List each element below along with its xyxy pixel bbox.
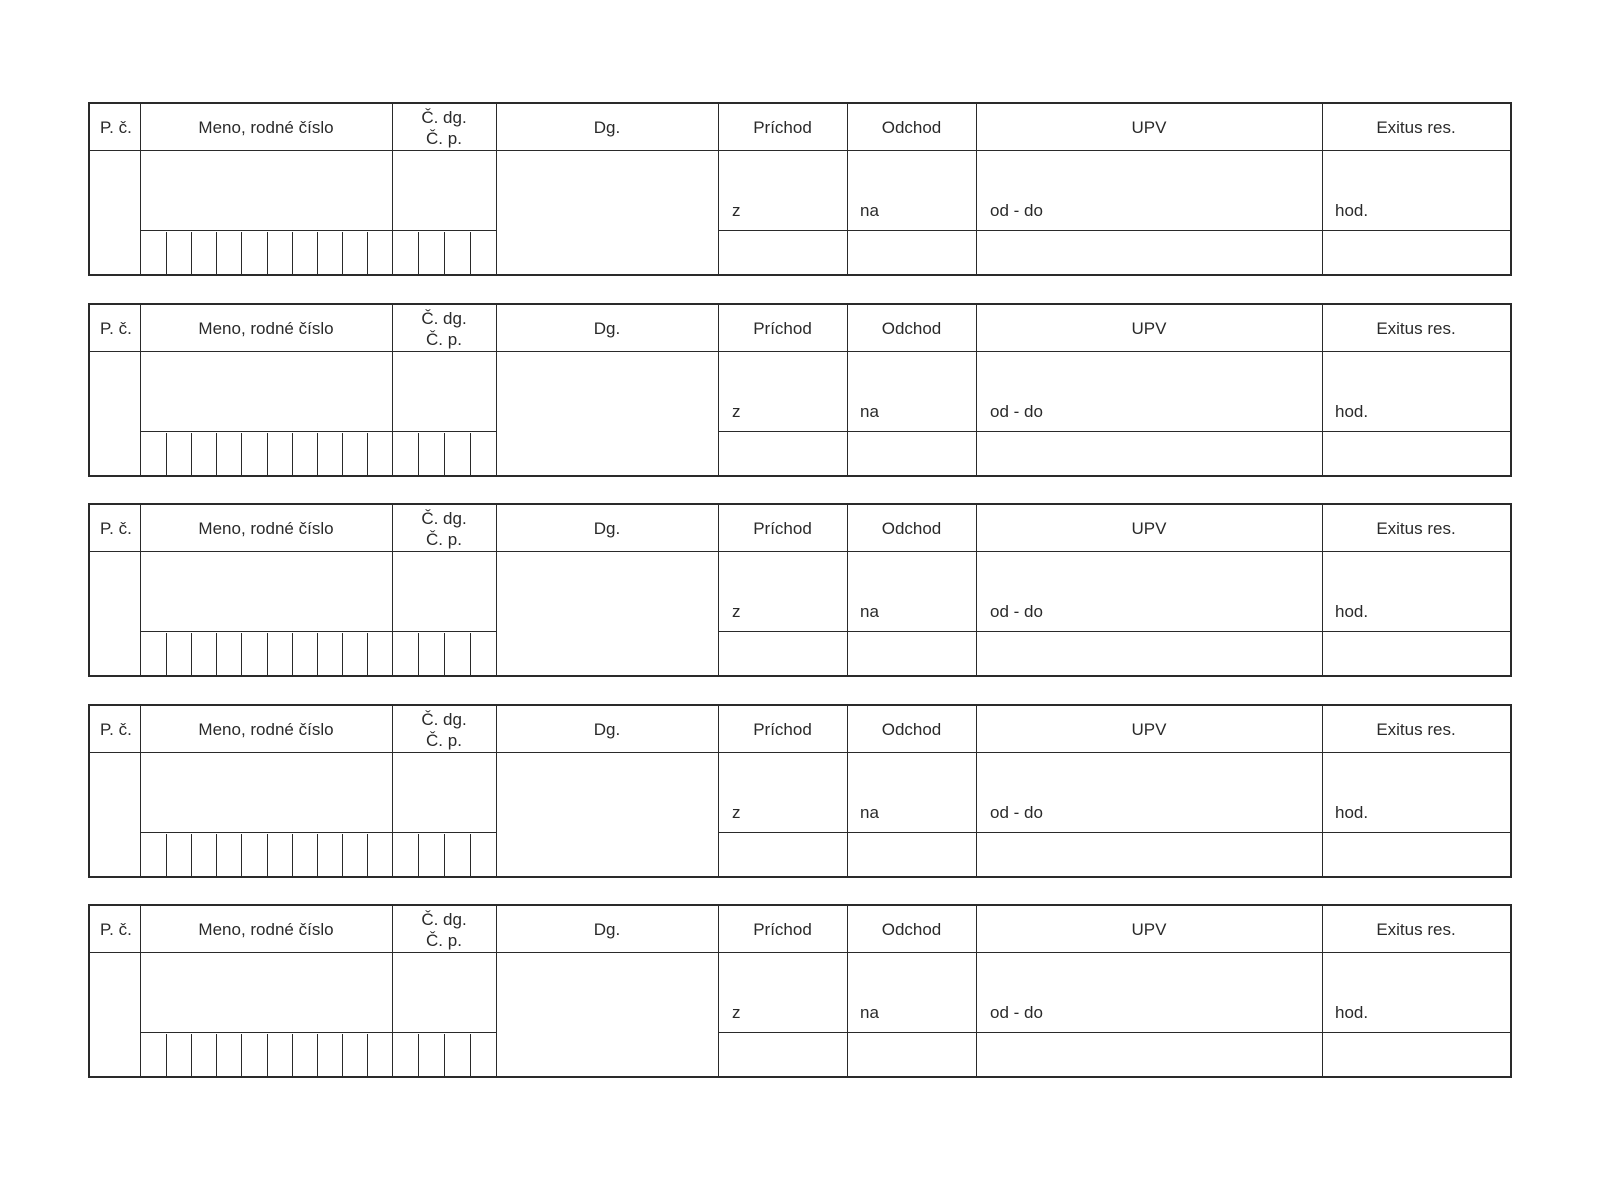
header-diagnosis: [496, 906, 718, 954]
record-block-1: [88, 102, 1512, 276]
header-upv: [976, 505, 1322, 553]
time-row-divider: [718, 1032, 1510, 1033]
header-exitus: [1322, 104, 1510, 152]
header-dg-number: [392, 104, 496, 152]
digit-box-line: [216, 433, 217, 475]
header-pc-label: P. č.: [100, 118, 132, 137]
digit-box-line: [191, 1034, 192, 1076]
header-departure-label: Odchod: [881, 519, 942, 538]
departure-to-label: na: [860, 402, 879, 421]
time-row-divider: [718, 832, 1510, 833]
header-exitus: [1322, 706, 1510, 754]
header-departure: [847, 104, 976, 152]
name-box-divider: [141, 431, 496, 432]
departure-to-label: na: [860, 201, 879, 220]
header-page-number-label: Č. p.: [426, 931, 462, 950]
departure-to-label: na: [860, 602, 879, 621]
header-dg-number-label: Č. dg.: [421, 509, 467, 528]
header-pc: [90, 104, 140, 152]
header-diagnosis: [496, 305, 718, 353]
header-diagnosis-label: Dg.: [593, 519, 621, 538]
exitus-hour-label: hod.: [1335, 201, 1369, 220]
header-upv-label: UPV: [1131, 118, 1167, 137]
digit-box-line: [267, 834, 268, 876]
time-row-divider: [718, 230, 1510, 231]
arrival-from-label: z: [732, 1003, 741, 1022]
header-page-number-label: Č. p.: [426, 129, 462, 148]
digit-box-line: [317, 834, 318, 876]
digit-box-line: [292, 433, 293, 475]
header-dg-number-label: Č. dg.: [421, 108, 467, 127]
digit-box-line: [241, 433, 242, 475]
digit-box-line: [444, 1034, 445, 1076]
header-departure-label: Odchod: [881, 920, 942, 939]
digit-box-line: [267, 232, 268, 274]
digit-box-line: [444, 633, 445, 675]
digit-box-line: [470, 633, 471, 675]
header-dg-number-label: Č. dg.: [421, 710, 467, 729]
header-page-number-label: Č. p.: [426, 731, 462, 750]
header-arrival: [718, 505, 847, 553]
time-row-divider: [718, 631, 1510, 632]
digit-box-line: [166, 834, 167, 876]
header-exitus: [1322, 305, 1510, 353]
exitus-hour-label: hod.: [1335, 803, 1369, 822]
header-departure: [847, 305, 976, 353]
header-pc: [90, 906, 140, 954]
digit-box-line: [216, 232, 217, 274]
header-diagnosis: [496, 505, 718, 553]
digit-box-line: [367, 232, 368, 274]
digit-box-line: [166, 232, 167, 274]
header-upv: [976, 706, 1322, 754]
header-diagnosis-label: Dg.: [593, 920, 621, 939]
header-diagnosis-label: Dg.: [593, 319, 621, 338]
digit-box-line: [241, 633, 242, 675]
header-arrival: [718, 305, 847, 353]
name-box-divider: [141, 832, 496, 833]
digit-box-line: [166, 433, 167, 475]
header-dg-number: [392, 906, 496, 954]
header-pc: [90, 706, 140, 754]
digit-box-line: [216, 1034, 217, 1076]
header-arrival-label: Príchod: [753, 319, 812, 338]
digit-box-line: [444, 232, 445, 274]
digit-box-line: [470, 834, 471, 876]
digit-box-line: [418, 633, 419, 675]
digit-box-line: [342, 1034, 343, 1076]
name-box-divider: [141, 1032, 496, 1033]
header-arrival-label: Príchod: [753, 920, 812, 939]
digit-box-line: [470, 232, 471, 274]
header-page-number-label: Č. p.: [426, 330, 462, 349]
digit-box-line: [267, 433, 268, 475]
header-upv: [976, 104, 1322, 152]
header-arrival-label: Príchod: [753, 118, 812, 137]
arrival-from-label: z: [732, 602, 741, 621]
header-upv: [976, 305, 1322, 353]
digit-box-line: [292, 834, 293, 876]
name-box-divider: [141, 230, 496, 231]
header-upv-label: UPV: [1131, 319, 1167, 338]
digit-box-line: [191, 232, 192, 274]
header-dg-number-label: Č. dg.: [421, 910, 467, 929]
record-block-2: [88, 303, 1512, 477]
exitus-hour-label: hod.: [1335, 602, 1369, 621]
record-block-3: [88, 503, 1512, 677]
header-exitus: [1322, 906, 1510, 954]
digit-box-line: [191, 633, 192, 675]
header-name: [140, 706, 392, 754]
digit-box-line: [444, 433, 445, 475]
upv-range-label: od - do: [990, 602, 1043, 621]
digit-box-line: [342, 633, 343, 675]
header-pc: [90, 305, 140, 353]
upv-range-label: od - do: [990, 803, 1043, 822]
digit-box-line: [418, 232, 419, 274]
header-departure: [847, 906, 976, 954]
header-pc-label: P. č.: [100, 720, 132, 739]
header-diagnosis: [496, 104, 718, 152]
digit-box-line: [367, 834, 368, 876]
digit-box-line: [367, 633, 368, 675]
digit-box-line: [216, 834, 217, 876]
header-diagnosis: [496, 706, 718, 754]
time-row-divider: [718, 431, 1510, 432]
upv-range-label: od - do: [990, 1003, 1043, 1022]
digit-box-line: [418, 834, 419, 876]
digit-box-line: [367, 1034, 368, 1076]
digit-box-line: [292, 232, 293, 274]
exitus-hour-label: hod.: [1335, 1003, 1369, 1022]
header-upv-label: UPV: [1131, 519, 1167, 538]
header-departure-label: Odchod: [881, 118, 942, 137]
digit-box-line: [292, 1034, 293, 1076]
header-name: [140, 505, 392, 553]
header-name-label: Meno, rodné číslo: [198, 118, 334, 137]
digit-box-line: [418, 1034, 419, 1076]
header-arrival: [718, 104, 847, 152]
digit-box-line: [216, 633, 217, 675]
header-pc-label: P. č.: [100, 519, 132, 538]
digit-box-line: [241, 1034, 242, 1076]
header-departure-label: Odchod: [881, 720, 942, 739]
digit-box-line: [267, 633, 268, 675]
digit-box-line: [166, 1034, 167, 1076]
header-dg-number: [392, 505, 496, 553]
digit-box-line: [317, 633, 318, 675]
header-pc: [90, 505, 140, 553]
digit-box-line: [367, 433, 368, 475]
header-departure: [847, 505, 976, 553]
header-upv-label: UPV: [1131, 720, 1167, 739]
digit-box-line: [418, 433, 419, 475]
header-departure-label: Odchod: [881, 319, 942, 338]
name-box-divider: [141, 631, 496, 632]
header-dg-number-label: Č. dg.: [421, 309, 467, 328]
header-diagnosis-label: Dg.: [593, 118, 621, 137]
header-arrival-label: Príchod: [753, 519, 812, 538]
header-name-label: Meno, rodné číslo: [198, 319, 334, 338]
header-name: [140, 305, 392, 353]
digit-box-line: [317, 1034, 318, 1076]
header-exitus-label: Exitus res.: [1376, 519, 1456, 538]
departure-to-label: na: [860, 1003, 879, 1022]
header-departure: [847, 706, 976, 754]
arrival-from-label: z: [732, 803, 741, 822]
digit-box-line: [241, 232, 242, 274]
header-exitus-label: Exitus res.: [1376, 319, 1456, 338]
record-block-4: [88, 704, 1512, 878]
upv-range-label: od - do: [990, 402, 1043, 421]
header-exitus-label: Exitus res.: [1376, 920, 1456, 939]
digit-box-line: [317, 232, 318, 274]
digit-box-line: [267, 1034, 268, 1076]
header-upv-label: UPV: [1131, 920, 1167, 939]
header-name-label: Meno, rodné číslo: [198, 720, 334, 739]
header-name-label: Meno, rodné číslo: [198, 519, 334, 538]
header-dg-number: [392, 305, 496, 353]
digit-box-line: [241, 834, 242, 876]
record-block-5: [88, 904, 1512, 1078]
digit-box-line: [342, 834, 343, 876]
header-arrival: [718, 906, 847, 954]
digit-box-line: [470, 1034, 471, 1076]
digit-box-line: [191, 834, 192, 876]
header-dg-number: [392, 706, 496, 754]
header-exitus-label: Exitus res.: [1376, 720, 1456, 739]
digit-box-line: [470, 433, 471, 475]
departure-to-label: na: [860, 803, 879, 822]
header-diagnosis-label: Dg.: [593, 720, 621, 739]
header-exitus-label: Exitus res.: [1376, 118, 1456, 137]
header-name-label: Meno, rodné číslo: [198, 920, 334, 939]
header-exitus: [1322, 505, 1510, 553]
digit-box-line: [191, 433, 192, 475]
header-pc-label: P. č.: [100, 319, 132, 338]
header-name: [140, 906, 392, 954]
header-name: [140, 104, 392, 152]
digit-box-line: [444, 834, 445, 876]
header-upv: [976, 906, 1322, 954]
exitus-hour-label: hod.: [1335, 402, 1369, 421]
arrival-from-label: z: [732, 201, 741, 220]
digit-box-line: [292, 633, 293, 675]
header-arrival: [718, 706, 847, 754]
digit-box-line: [342, 232, 343, 274]
header-page-number-label: Č. p.: [426, 530, 462, 549]
digit-box-line: [166, 633, 167, 675]
header-arrival-label: Príchod: [753, 720, 812, 739]
upv-range-label: od - do: [990, 201, 1043, 220]
header-pc-label: P. č.: [100, 920, 132, 939]
arrival-from-label: z: [732, 402, 741, 421]
digit-box-line: [342, 433, 343, 475]
digit-box-line: [317, 433, 318, 475]
